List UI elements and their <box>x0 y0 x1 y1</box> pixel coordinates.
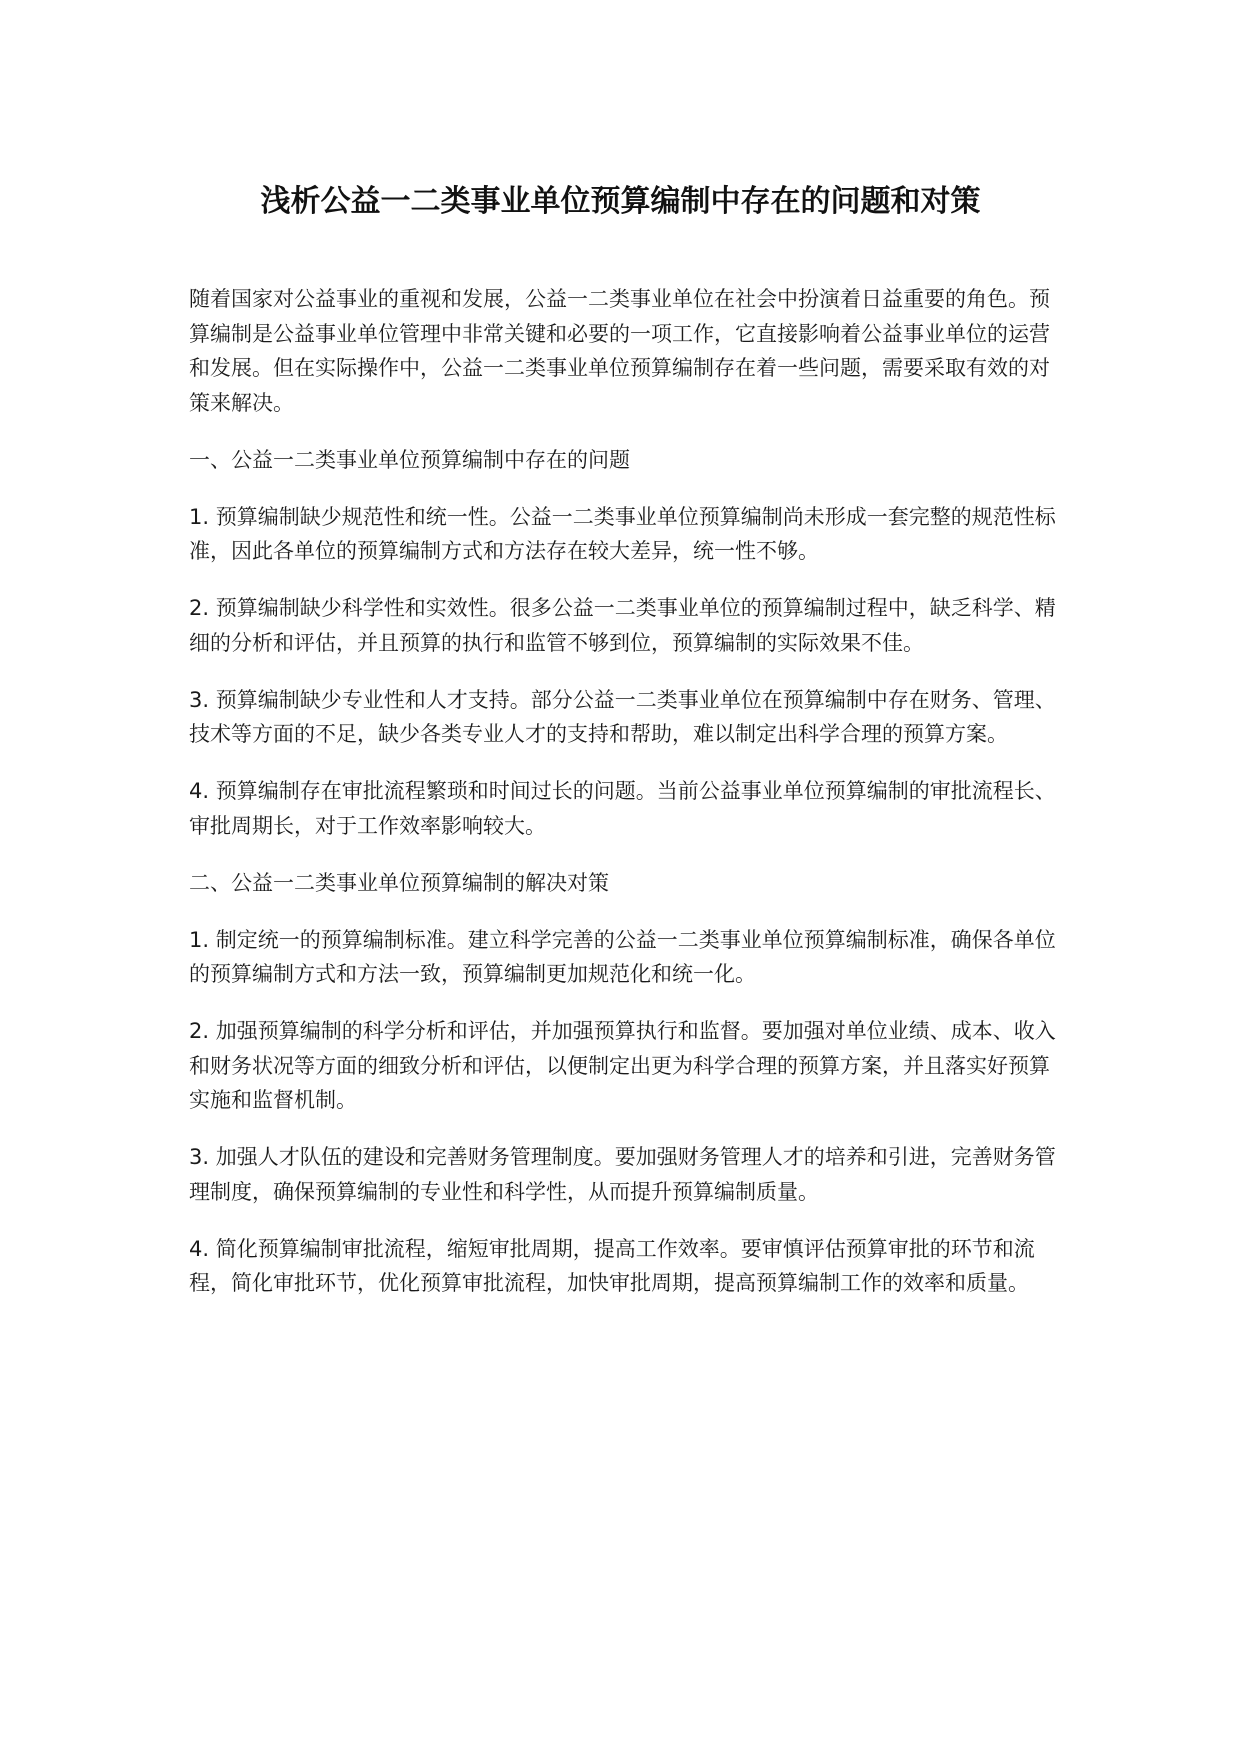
problem-item-3: 3. 预算编制缺少专业性和人才支持。部分公益一二类事业单位在预算编制中存在财务、管理、技术等方面的不足，缺少各类专业人才的支持和帮助，难以制定出科学合理的预算方案。 <box>189 687 1056 746</box>
solution-item-1: 1. 制定统一的预算编制标准。建立科学完善的公益一二类事业单位预算编制标准，确保各单位的预算编制方式和方法一致，预算编制更加规范化和统一化。 <box>189 927 1056 986</box>
document-body <box>189 282 1069 1323</box>
problem-item-4: 4. 预算编制存在审批流程繁琐和时间过长的问题。当前公益事业单位预算编制的审批流程长、审批周期长，对于工作效率影响较大。 <box>189 779 1056 838</box>
document-title: 浅析公益一二类事业单位预算编制中存在的问题和对策 <box>260 184 981 219</box>
problem-item-2: 2. 预算编制缺少科学性和实效性。很多公益一二类事业单位的预算编制过程中，缺乏科学、精细的分析和评估，并且预算的执行和监管不够到位，预算编制的实际效果不佳。 <box>189 596 1056 655</box>
solution-item-4: 4. 简化预算编制审批流程，缩短审批周期，提高工作效率。要审慎评估预算审批的环节和流程，简化审批环节，优化预算审批流程，加快审批周期，提高预算编制工作的效率和质量。 <box>189 1236 1035 1295</box>
section-1-heading: 一、公益一二类事业单位预算编制中存在的问题 <box>189 447 630 472</box>
section-2-heading: 二、公益一二类事业单位预算编制的解决对策 <box>189 870 609 895</box>
solution-item-3: 3. 加强人才队伍的建设和完善财务管理制度。要加强财务管理人才的培养和引进，完善财务管理制度，确保预算编制的专业性和科学性，从而提升预算编制质量。 <box>189 1145 1056 1204</box>
intro-paragraph: 随着国家对公益事业的重视和发展，公益一二类事业单位在社会中扮演着日益重要的角色。预算编制是公益事业单位管理中非常关键和必要的一项工作，它直接影响着公益事业单位的运营和发展。但在实际操作中，公益一二类事业单位预算编制存在着一些问题，需要采取有效的对策来解决。 <box>189 287 1050 415</box>
solution-item-2: 2. 加强预算编制的科学分析和评估，并加强预算执行和监督。要加强对单位业绩、成本、收入和财务状况等方面的细致分析和评估，以便制定出更为科学合理的预算方案，并且落实好预算实施和监督机制。 <box>189 1019 1056 1112</box>
problem-item-1: 1. 预算编制缺少规范性和统一性。公益一二类事业单位预算编制尚未形成一套完整的规范性标准，因此各单位的预算编制方式和方法存在较大差异，统一性不够。 <box>189 504 1056 563</box>
